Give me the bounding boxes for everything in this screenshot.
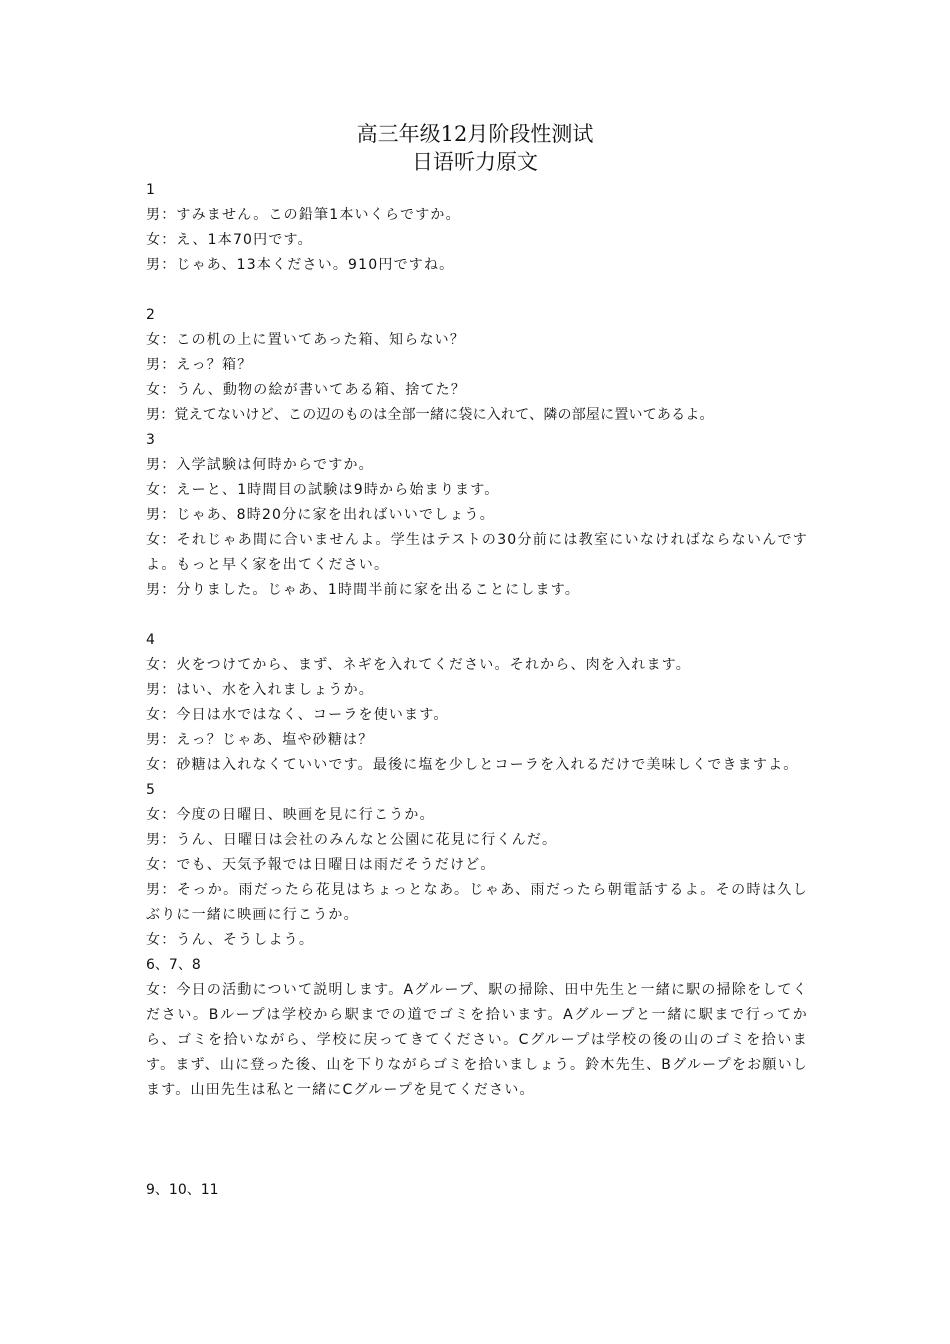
section-9-10-11 xyxy=(146,1178,808,1203)
paragraph-gap xyxy=(146,1153,808,1178)
section-4 xyxy=(146,628,808,778)
dialogue-line: 女：えーと、1時間目の試験は9時から始まります。 xyxy=(146,482,500,498)
dialogue-line: 男：はい、水を入れましょうか。 xyxy=(146,682,374,698)
dialogue-line: 男：えっ？箱？ xyxy=(146,357,253,373)
title-line-2: 日语听力原文 xyxy=(412,150,538,174)
dialogue-line: 男：じゃあ、8時20分に家を出ればいいでしょう。 xyxy=(146,507,495,523)
dialogue-line: 女：今日は水ではなく、コーラを使います。 xyxy=(146,707,449,723)
section-label: 5 xyxy=(146,782,155,798)
section-label: 4 xyxy=(146,632,155,648)
dialogue-line: 女：それじゃあ間に合いませんよ。学生はテストの30分前には教室にいなければならないんですよ。もっと早く家を出てください。 xyxy=(146,532,808,573)
section-label: 6、7、8 xyxy=(146,957,201,973)
title-line-1: 高三年级12月阶段性测试 xyxy=(356,122,594,146)
paragraph-gap xyxy=(146,603,808,628)
dialogue-line: 女：でも、天気予報では日曜日は雨だそうだけど。 xyxy=(146,857,496,873)
dialogue-line: 男：うん、日曜日は会社のみんなと公園に花見に行くんだ。 xyxy=(146,832,558,848)
dialogue-line: 男：覚えてないけど、この辺のものは全部一緒に袋に入れて、隣の部屋に置いてあるよ。 xyxy=(146,407,714,423)
section-5 xyxy=(146,778,808,953)
section-label: 3 xyxy=(146,432,155,448)
dialogue-line: 女：砂糖は入れなくていいです。最後に塩を少しとコーラを入れるだけで美味しくできますよ。 xyxy=(146,757,799,773)
dialogue-line: 女：え、1本70円です。 xyxy=(146,232,313,248)
section-3 xyxy=(146,428,808,603)
dialogue-line: 女：今日の活動について説明します。Aグループ、駅の掃除、田中先生と一緒に駅の掃除をしてください。Bループは学校から駅までの道でゴミを拾います。Aグループと一緒に駅まで行ってから、ゴミを拾いながら、学校に戻ってきてください。Cグループは学校の後の山のゴミを拾います。まず、山に登った後、山を下りながらゴミを拾いましょう。鈴木先生、Bグループをお願いします。山田先生は私と一緒にCグループを見てください。 xyxy=(146,982,808,1098)
paragraph-gap xyxy=(146,278,808,303)
dialogue-line: 女：うん、そうしよう。 xyxy=(146,932,315,948)
dialogue-line: 女：うん、動物の絵が書いてある箱、捨てた？ xyxy=(146,382,467,398)
dialogue-line: 男：そっか。雨だったら花見はちょっとなあ。じゃあ、雨だったら朝電話するよ。その時は久しぶりに一緒に映画に行こうか。 xyxy=(146,882,808,923)
dialogue-line: 男：分りました。じゃあ、1時間半前に家を出ることにします。 xyxy=(146,582,581,598)
section-6-7-8 xyxy=(146,953,808,1103)
dialogue-line: 男：えっ？じゃあ、塩や砂糖は？ xyxy=(146,732,374,748)
dialogue-line: 男：じゃあ、13本ください。910円ですね。 xyxy=(146,257,455,273)
section-label: 1 xyxy=(146,182,155,198)
section-label: 2 xyxy=(146,307,155,323)
paragraph-gap xyxy=(146,1103,808,1153)
dialogue-line: 女：今度の日曜日、映画を見に行こうか。 xyxy=(146,807,435,823)
section-2 xyxy=(146,303,808,428)
transcript-body xyxy=(146,178,808,1203)
dialogue-line: 男：すみません。この鉛筆1本いくらですか。 xyxy=(146,207,461,223)
dialogue-line: 女：火をつけてから、まず、ネギを入れてください。それから、肉を入れます。 xyxy=(146,657,691,673)
section-1 xyxy=(146,178,808,278)
document-title xyxy=(0,120,950,176)
dialogue-line: 女：この机の上に置いてあった箱、知らない？ xyxy=(146,332,466,348)
section-label: 9、10、11 xyxy=(146,1182,219,1198)
dialogue-line: 男：入学試験は何時からですか。 xyxy=(146,457,374,473)
